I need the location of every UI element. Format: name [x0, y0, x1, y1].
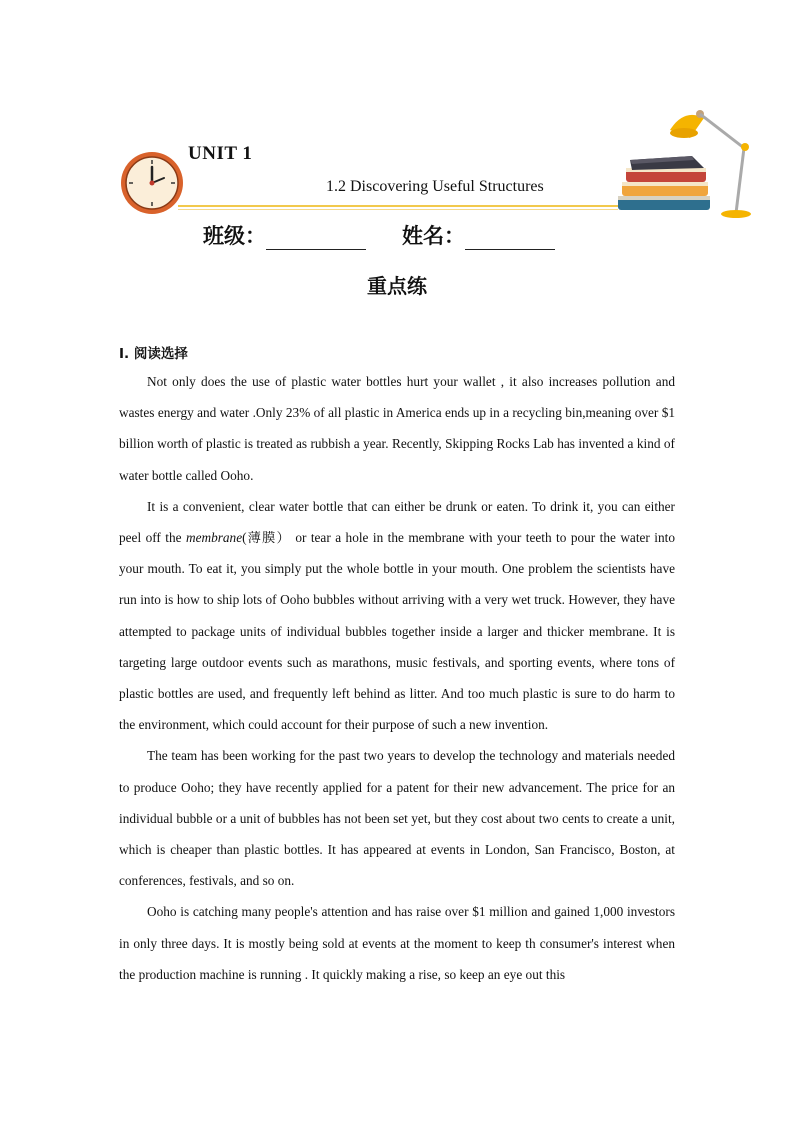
name-label: 姓名：	[402, 224, 465, 248]
clock-icon	[119, 150, 185, 216]
class-label: 班级：	[203, 224, 266, 248]
paragraph-3: The team has been working for the past two years to develop the technology and materials needed to produce Ooho; they have recently applied for a patent for their new advancement. The price for an individual bubble or a unit of bubbles has not been set yet, but they cost about two cents to create a unit, which is cheaper than plastic bottles. It has appeared at events in London, San Francisco, Boston, at conferences, festivals, and so on.	[119, 748, 675, 889]
paragraph-2: It is a convenient, clear water bottle that can either be drunk or eaten. To drink it, you can either peel off the membrane(薄膜） or tear a hole in the membrane with your teeth to pour the water into your mouth. To eat it, you simply put the whole bottle in your mouth. One problem the scientists have run into is how to ship lots of Ooho bubbles without arriving with a very wet truck. However, they have attempted to package units of individual bubbles together inside a larger and thicker membrane. It is targeting large outdoor events such as marathons, music festivals, and sporting events, where tons of plastic bottles are used, and frequently left behind as litter. And too much plastic is sure to do harm to the environment, which could account for their purpose of such a new invention.	[119, 498, 675, 733]
paragraph-4: Ooho is catching many people's attention and has raise over $1 million and gained 1,000 investors in only three days. It is mostly being sold at events at the moment to keep th consumer's interest when the production machine is running . It quickly making a rise, so keep an eye out this	[119, 904, 675, 982]
term-membrane: membrane	[185, 530, 243, 546]
books-lamp-icon	[612, 100, 757, 220]
lesson-title: 1.2 Discovering Useful Structures	[326, 178, 544, 195]
page-title: 重点练	[367, 274, 427, 298]
section-heading: I. 阅读选择	[119, 346, 188, 362]
paragraph-1: Not only does the use of plastic water bottles hurt your wallet , it also increases pollution and wastes energy and water .Only 23% of all plastic in America ends up in a recycling bin,meaning over $1 billion worth of plastic is treated as rubbish a year. Recently, Skipping Rocks Lab has invented a kind of water bottle called Ooho.	[119, 374, 675, 483]
header-divider-thin	[178, 209, 618, 210]
header-divider	[178, 205, 618, 207]
class-blank[interactable]	[266, 229, 366, 250]
student-info-fields	[203, 220, 555, 250]
reading-passage	[119, 366, 675, 990]
term-gloss: (薄膜）	[242, 530, 291, 546]
unit-title: UNIT 1	[188, 143, 253, 164]
name-blank[interactable]	[465, 229, 555, 250]
